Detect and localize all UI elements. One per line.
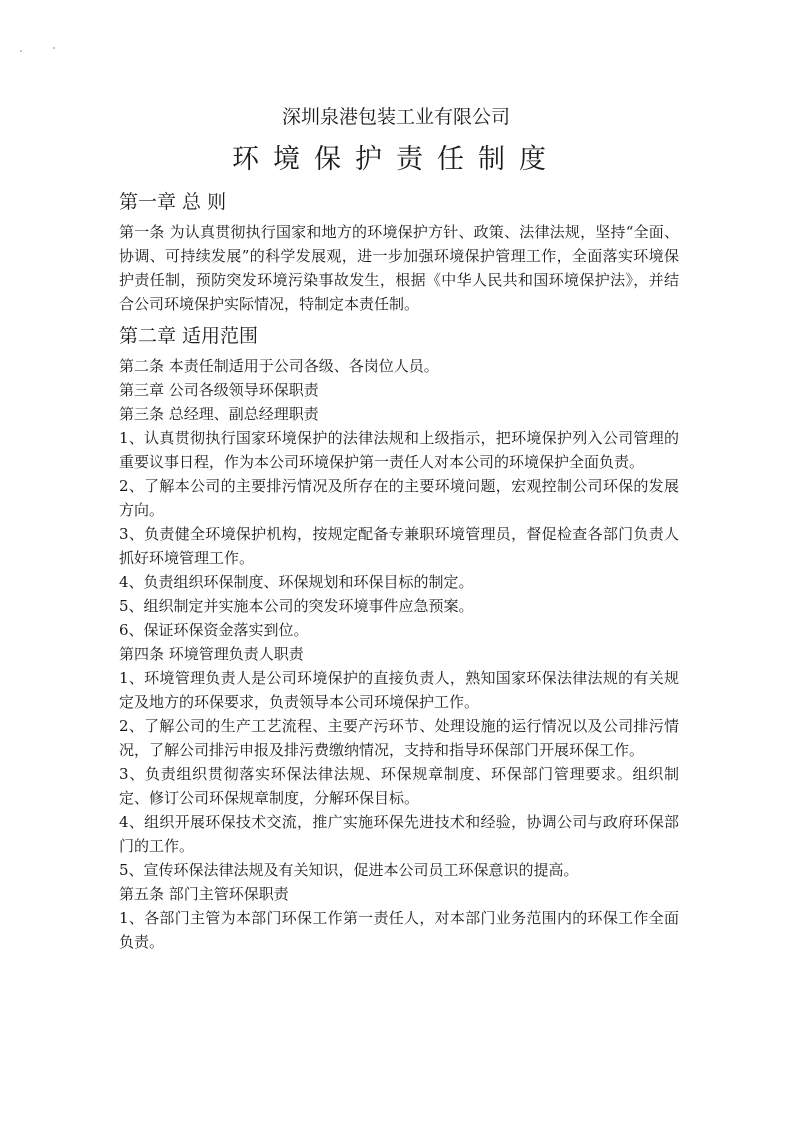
list-item: 1、认真贯彻执行国家环境保护的法律法规和上级指示，把环境保护列入公司管理的重要议事日程，作为本公司环境保护第一责任人对本公司的环境保护全面负责。 bbox=[119, 429, 679, 471]
scan-speck bbox=[20, 50, 22, 52]
list-item: 1、各部门主管为本部门环保工作第一责任人，对本部门业务范围内的环保工作全面负责。 bbox=[119, 909, 679, 951]
list-item: 1、环境管理负责人是公司环境保护的直接负责人，熟知国家环保法律法规的有关规定及地方的环保要求，负责领导本公司环境保护工作。 bbox=[119, 669, 679, 711]
article-heading: 第四条 环境管理负责人职责 bbox=[119, 645, 304, 663]
article-heading: 第五条 部门主管环保职责 bbox=[119, 885, 289, 903]
article-paragraph: 第二条 本责任制适用于公司各级、各岗位人员。 bbox=[119, 357, 439, 375]
list-item: 2、了解本公司的主要排污情况及所存在的主要环境问题，宏观控制公司环保的发展方向。 bbox=[119, 477, 679, 519]
list-item: 3、负责健全环境保护机构，按规定配备专兼职环境管理员，督促检查各部门负责人抓好环境管理工作。 bbox=[119, 525, 679, 567]
document-title: 环境保护责任制度 bbox=[232, 144, 560, 175]
scan-speck bbox=[53, 47, 55, 49]
list-item: 6、保证环保资金落实到位。 bbox=[119, 621, 309, 639]
company-name: 深圳泉港包装工业有限公司 bbox=[281, 106, 510, 128]
article-paragraph: 第一条 为认真贯彻执行国家和地方的环境保护方针、政策、法律法规，坚持“全面、协调、可持续发展”的科学发展观，进一步加强环境保护管理工作，全面落实环境保护责任制，预防突发环境污染事故发生，根据《中华人民共和国环境保护法》，并结合公司环境保护实际情况，特制定本责任制。 bbox=[119, 223, 679, 313]
list-item: 3、负责组织贯彻落实环保法律法规、环保规章制度、环保部门管理要求。组织制定、修订公司环保规章制度，分解环保目标。 bbox=[119, 765, 679, 807]
list-item: 2、了解公司的生产工艺流程、主要产污环节、处理设施的运行情况以及公司排污情况，了解公司排污申报及排污费缴纳情况，支持和指导环保部门开展环保工作。 bbox=[119, 717, 679, 759]
article-heading: 第三条 总经理、副总经理职责 bbox=[119, 405, 319, 423]
chapter-heading: 第三章 公司各级领导环保职责 bbox=[119, 381, 319, 399]
list-item: 5、组织制定并实施本公司的突发环境事件应急预案。 bbox=[119, 597, 474, 615]
chapter-heading: 第二章 适用范围 bbox=[119, 325, 259, 347]
document-body bbox=[119, 188, 679, 954]
list-item: 4、组织开展环保技术交流，推广实施环保先进技术和经验，协调公司与政府环保部门的工作。 bbox=[119, 813, 679, 855]
list-item: 5、宣传环保法律法规及有关知识，促进本公司员工环保意识的提高。 bbox=[119, 861, 579, 879]
chapter-heading: 第一章 总 则 bbox=[119, 191, 227, 213]
list-item: 4、负责组织环保制度、环保规划和环保目标的制定。 bbox=[119, 573, 474, 591]
